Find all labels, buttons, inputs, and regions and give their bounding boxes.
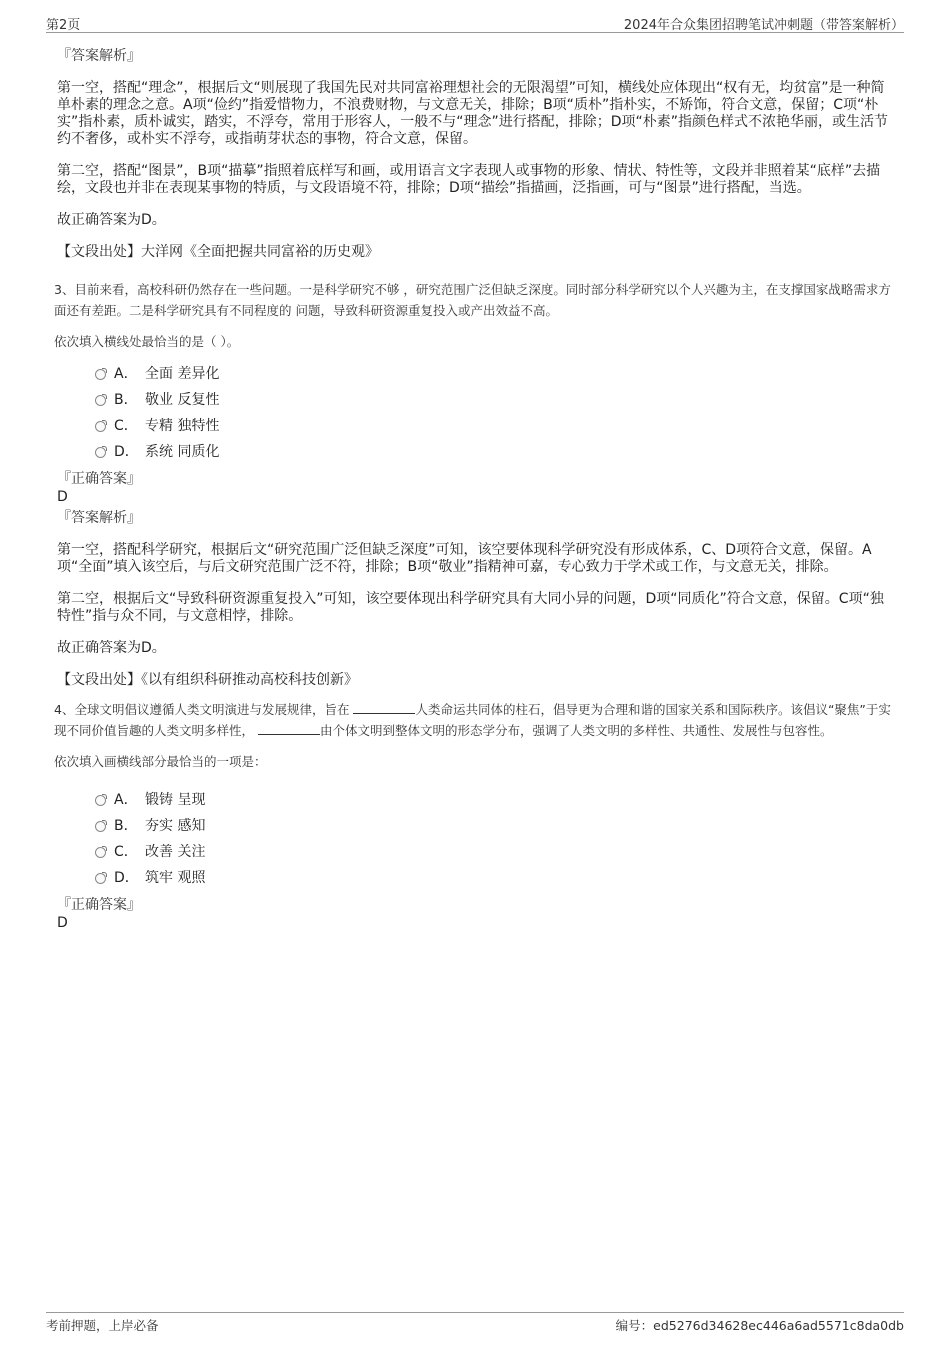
analysis-paragraph: 第一空，搭配“理念”，根据后文“则展现了我国先民对共同富裕理想社会的无限渴望”可知，横线处应体现出“权有无，均贫富”是一种简单朴素的理念之意。A项“俭约”指爱惜物力，不浪费财物，与文意无关，排除；B项“质朴”指朴实，不矫饰，符合文意，保留；C项“朴实”指朴素，质朴诚实，踏实，不浮夸，常用于形容人，一般不与“理念”进行搭配，排除；D项“朴素”指颜色样式不浓艳华丽，或生活节约不奢侈，或朴实不浮夸，或指萌芽状态的事物，符合文意，保留。 — [57, 80, 889, 147]
fill-blank — [258, 722, 320, 735]
passage-source: 【文段出处】大洋网《全面把握共同富裕的历史观》 — [57, 244, 379, 260]
question-3-prompt: 依次填入横线处最恰当的是（ ）。 — [54, 334, 240, 349]
correct-answer: D — [57, 489, 68, 505]
radio-button-icon[interactable] — [95, 821, 106, 832]
question-4-text — [54, 699, 897, 741]
question-4-prompt: 依次填入画横线部分最恰当的一项是： — [54, 754, 267, 769]
option-letter: A． — [114, 366, 138, 382]
option-b[interactable] — [57, 813, 897, 839]
radio-button-icon[interactable] — [95, 421, 106, 432]
option-a[interactable] — [57, 361, 897, 387]
option-c[interactable] — [57, 839, 897, 865]
option-text: 全面 差异化 — [145, 366, 220, 382]
question-3-text: 3、目前来看，高校科研仍然存在一些问题。一是科学研究不够 ，研究范围广泛但缺乏深度。同时部分科学研究以个人兴趣为主，在支撑国家战略需求方面还有差距。二是科学研究具有不同程度的 问题，导致科研资源重复投入或产出效益不高。 — [54, 282, 891, 318]
page-footer — [46, 1312, 904, 1336]
correct-answer: D — [57, 915, 68, 931]
analysis-conclusion: 故正确答案为D。 — [57, 212, 166, 228]
fill-blank — [353, 701, 415, 714]
document-title: 2024年合众集团招聘笔试冲刺题（带答案解析） — [623, 18, 904, 33]
page-content — [54, 46, 897, 932]
option-text: 系统 同质化 — [145, 444, 220, 460]
answer-analysis-label: 『答案解析』 — [57, 48, 141, 64]
option-d[interactable] — [57, 439, 897, 465]
option-text: 筑牢 观照 — [145, 870, 206, 886]
correct-answer-label: 『正确答案』 — [57, 471, 141, 487]
option-text: 锻铸 呈现 — [145, 792, 206, 808]
option-d[interactable] — [57, 865, 897, 891]
footer-slogan: 考前押题，上岸必备 — [46, 1318, 159, 1333]
option-a[interactable] — [57, 787, 897, 813]
analysis-paragraph: 第二空，搭配“图景”，B项“描摹”指照着底样写和画，或用语言文字表现人或事物的形象、情状、特性等，文段并非照着某“底样”去描绘，文段也并非在表现某事物的特质，与文段语境不符，排除；D项“描绘”指描画，泛指画，可与“图景”进行搭配，当选。 — [57, 163, 881, 196]
option-letter: C． — [114, 418, 138, 434]
question-3-options — [57, 361, 897, 465]
question-4-text-part: 人类命运共同体的柱石，倡导更为合理和谐的国家关系和国际秩序。该倡议“聚焦”于实现不同价值旨趣的人类文明多样性， — [54, 702, 891, 738]
passage-source: 【文段出处】《以有组织科研推动高校科技创新》 — [57, 672, 358, 688]
radio-button-icon[interactable] — [95, 395, 106, 406]
option-b[interactable] — [57, 387, 897, 413]
question-4-options — [57, 787, 897, 891]
question-4-text-part: 由个体文明到整体文明的形态学分布，强调了人类文明的多样性、共通性、发展性与包容性。 — [320, 723, 833, 738]
option-letter: A． — [114, 792, 138, 808]
answer-analysis-label: 『答案解析』 — [57, 510, 141, 526]
analysis-conclusion: 故正确答案为D。 — [57, 640, 166, 656]
page-number: 第2页 — [46, 18, 81, 33]
radio-button-icon[interactable] — [95, 369, 106, 380]
option-letter: C． — [114, 844, 138, 860]
option-letter: D． — [114, 444, 139, 460]
document-serial — [616, 1316, 904, 1334]
radio-button-icon[interactable] — [95, 847, 106, 858]
analysis-paragraph: 第一空，搭配科学研究，根据后文“研究范围广泛但缺乏深度”可知，该空要体现科学研究没有形成体系，C、D项符合文意，保留。A项“全面”填入该空后，与后文研究范围广泛不符，排除；B项“敬业”指精神可嘉，专心致力于学术或工作，与文意无关，排除。 — [57, 542, 872, 575]
serial-label: 编号： — [615, 1318, 654, 1333]
radio-button-icon[interactable] — [95, 873, 106, 884]
question-4-text-part: 4、全球文明倡议遵循人类文明演进与发展规律，旨在 — [54, 702, 350, 717]
radio-button-icon[interactable] — [95, 447, 106, 458]
option-letter: D． — [114, 870, 139, 886]
radio-button-icon[interactable] — [95, 795, 106, 806]
option-c[interactable] — [57, 413, 897, 439]
option-text: 改善 关注 — [145, 844, 206, 860]
analysis-paragraph: 第二空，根据后文“导致科研资源重复投入”可知，该空要体现出科学研究具有大同小异的问题，D项“同质化”符合文意，保留。C项“独特性”指与众不同，与文意相悖，排除。 — [57, 591, 884, 624]
serial-number: ed5276d34628ec446a6ad5571c8da0db — [653, 1318, 904, 1333]
correct-answer-label: 『正确答案』 — [57, 897, 141, 913]
page-header — [46, 14, 904, 33]
option-text: 夯实 感知 — [145, 818, 206, 834]
option-text: 专精 独特性 — [145, 418, 220, 434]
option-text: 敬业 反复性 — [145, 392, 220, 408]
option-letter: B． — [114, 392, 138, 408]
option-letter: B． — [114, 818, 138, 834]
